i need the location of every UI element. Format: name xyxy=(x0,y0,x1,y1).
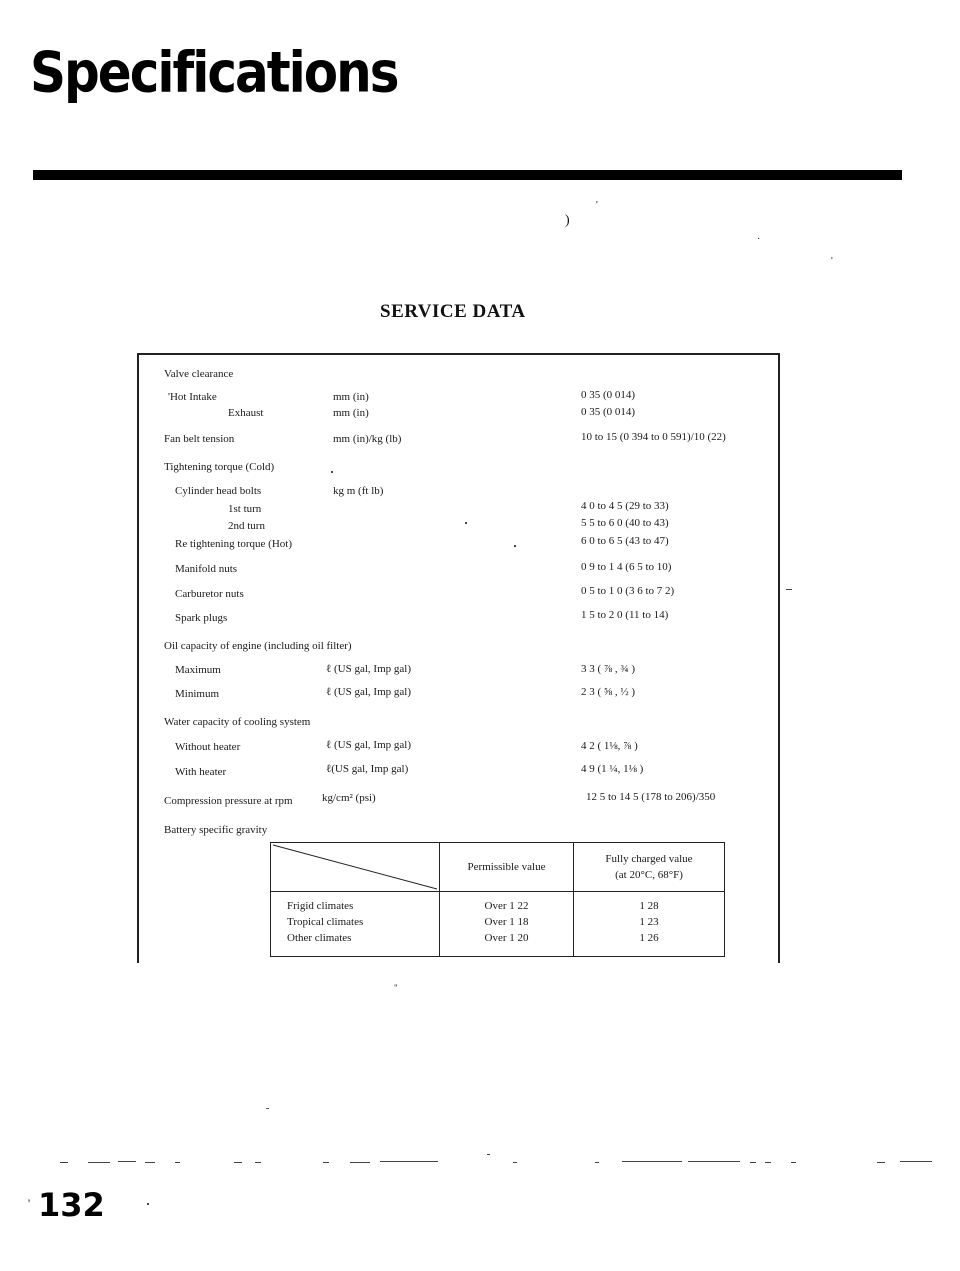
stray-dash xyxy=(786,589,792,590)
fully-charged-header xyxy=(574,843,725,892)
battery-gravity-table xyxy=(270,842,725,957)
hot-exhaust-unit: mm (in) xyxy=(333,407,369,419)
oil-maximum-label: Maximum xyxy=(175,664,221,676)
hot-exhaust-label: Exhaust xyxy=(228,407,264,419)
oil-minimum-unit: ℓ (US gal, Imp gal) xyxy=(326,686,412,698)
manifold-nuts-value: 0 9 to 1 4 (6 5 to 10) xyxy=(581,561,672,573)
battery-gravity-label: Battery specific gravity xyxy=(164,824,268,836)
data-frame-left-rule xyxy=(137,353,139,963)
first-turn-value: 4 0 to 4 5 (29 to 33) xyxy=(581,500,669,512)
manifold-nuts-label: Manifold nuts xyxy=(175,563,238,575)
carburetor-nuts-value: 0 5 to 1 0 (3 6 to 7 2) xyxy=(581,585,675,597)
fan-belt-tension-value: 10 to 15 (0 394 to 0 591)/10 (22) xyxy=(581,431,726,443)
compression-pressure-value: 12 5 to 14 5 (178 to 206)/350 xyxy=(586,791,716,803)
stray-mark: ) xyxy=(565,213,570,228)
fully-charged-condition: (at 20°C, 68°F) xyxy=(615,869,683,881)
with-heater-unit: ℓ(US gal, Imp gal) xyxy=(326,763,409,775)
table-cell: 1 23 xyxy=(639,916,659,928)
without-heater-label: Without heater xyxy=(175,741,241,753)
hot-exhaust-value: 0 35 (0 014) xyxy=(581,406,636,418)
compression-pressure-label: Compression pressure at rpm xyxy=(164,795,293,807)
hot-intake-label: 'Hot Intake xyxy=(168,391,217,403)
stray-mark: · xyxy=(757,234,761,245)
table-row-label: Other climates xyxy=(287,932,352,944)
stray-dot xyxy=(465,522,467,524)
oil-maximum-value: 3 3 ( ⅞ , ¾ ) xyxy=(581,663,636,675)
table-corner-cell xyxy=(271,843,440,892)
page-number: 132 xyxy=(38,1186,105,1224)
hot-intake-value: 0 35 (0 014) xyxy=(581,389,636,401)
oil-capacity-label: Oil capacity of engine (including oil filter) xyxy=(164,640,352,652)
fan-belt-tension-unit: mm (in)/kg (lb) xyxy=(333,433,402,445)
permissible-value-header: Permissible value xyxy=(440,843,574,892)
hot-intake-unit: mm (in) xyxy=(333,391,369,403)
oil-maximum-unit: ℓ (US gal, Imp gal) xyxy=(326,663,412,675)
data-frame-right-rule xyxy=(778,353,780,963)
table-row-label: Frigid climates xyxy=(287,900,354,912)
oil-minimum-value: 2 3 ( ⅝ , ½ ) xyxy=(581,686,636,698)
spark-plugs-label: Spark plugs xyxy=(175,612,228,624)
table-row-label: Tropical climates xyxy=(287,916,364,928)
re-tightening-hot-label: Re tightening torque (Hot) xyxy=(175,538,293,550)
carburetor-nuts-label: Carburetor nuts xyxy=(175,588,244,600)
page-header-title: Specifications xyxy=(30,40,398,105)
second-turn-value: 5 5 to 6 0 (40 to 43) xyxy=(581,517,669,529)
spark-plugs-value: 1 5 to 2 0 (11 to 14) xyxy=(581,609,669,621)
oil-minimum-label: Minimum xyxy=(175,688,220,700)
compression-pressure-unit: kg/cm² (psi) xyxy=(322,792,376,804)
diagonal-rule xyxy=(271,843,439,891)
table-header-row xyxy=(271,843,725,892)
permissible-values-cell xyxy=(440,892,574,957)
cylinder-head-bolts-label: Cylinder head bolts xyxy=(175,485,262,497)
second-turn-label: 2nd turn xyxy=(228,520,265,532)
fully-charged-values-cell xyxy=(574,892,725,957)
climate-labels-cell xyxy=(271,892,440,957)
stray-mark: " xyxy=(394,983,398,993)
with-heater-value: 4 9 (1 ¼, 1⅛ ) xyxy=(581,763,644,775)
stray-mark: ' xyxy=(596,200,598,211)
fan-belt-tension-label: Fan belt tension xyxy=(164,433,235,445)
tightening-torque-cold-label: Tightening torque (Cold) xyxy=(164,461,275,473)
re-tightening-hot-value: 6 0 to 6 5 (43 to 47) xyxy=(581,535,669,547)
stray-dot xyxy=(514,545,516,547)
stray-dash xyxy=(266,1108,269,1109)
section-title: SERVICE DATA xyxy=(380,301,526,322)
without-heater-unit: ℓ (US gal, Imp gal) xyxy=(326,739,412,751)
without-heater-value: 4 2 ( 1⅛, ⅞ ) xyxy=(581,740,638,752)
stray-mark: ' xyxy=(831,256,833,267)
valve-clearance-label: Valve clearance xyxy=(164,368,234,380)
table-row xyxy=(271,892,725,957)
stray-mark: ' xyxy=(28,1196,31,1210)
with-heater-label: With heater xyxy=(175,766,227,778)
table-cell: 1 28 xyxy=(639,900,659,912)
cylinder-head-bolts-unit: kg m (ft lb) xyxy=(333,485,384,497)
table-cell: Over 1 22 xyxy=(484,900,529,912)
header-rule xyxy=(33,170,902,180)
stray-dot xyxy=(147,1203,149,1205)
table-cell: 1 26 xyxy=(639,932,659,944)
table-cell: Over 1 18 xyxy=(484,916,529,928)
fully-charged-label: Fully charged value xyxy=(605,853,693,865)
stray-dot xyxy=(331,471,333,473)
water-capacity-label: Water capacity of cooling system xyxy=(164,716,311,728)
data-frame-top-rule xyxy=(138,353,779,355)
table-cell: Over 1 20 xyxy=(484,932,529,944)
first-turn-label: 1st turn xyxy=(228,503,262,515)
